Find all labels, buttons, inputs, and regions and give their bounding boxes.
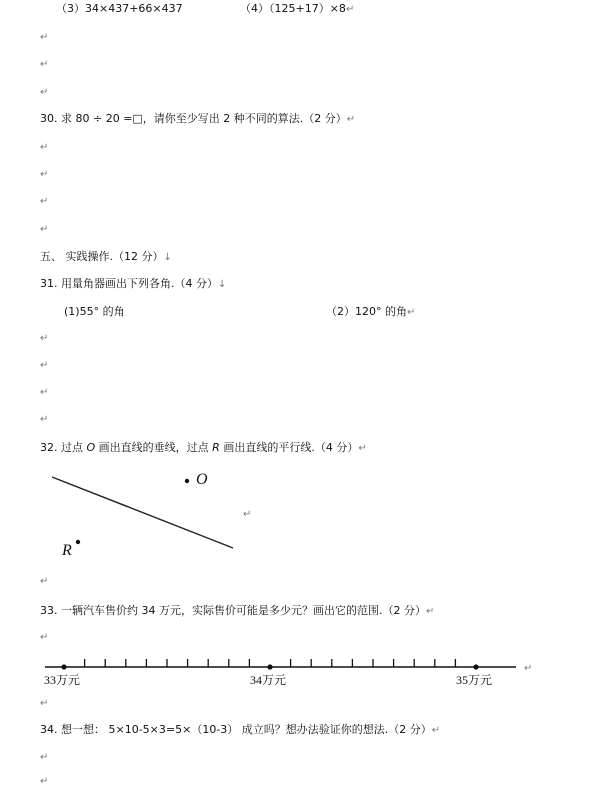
paragraph-mark-icon: ↵ — [358, 443, 367, 454]
paragraph-mark-icon: ↵ — [40, 32, 49, 43]
number-line-major-point — [61, 664, 66, 669]
line-break-icon: ↓ — [218, 279, 227, 290]
number-line-major-point — [267, 664, 272, 669]
question-32-text-b: 画出直线的垂线，过点 — [95, 441, 213, 454]
paragraph-mark-icon: ↵ — [40, 360, 49, 371]
number-line-label-35: 35万元 — [456, 673, 493, 687]
question-34 — [40, 723, 440, 738]
paragraph-mark-icon: ↵ — [40, 414, 49, 425]
point-o-label: O — [196, 471, 208, 488]
question-number: 30. — [40, 112, 58, 125]
paragraph-mark-icon: ↵ — [407, 307, 416, 318]
number-line-major-point — [473, 664, 478, 669]
point-r-label: R — [62, 542, 72, 559]
question-31-text: 用量角器画出下列各角.（4 分） — [61, 277, 218, 290]
problem-29-item-4-text: （4）（125+17）×8 — [240, 2, 346, 15]
question-30-text: 求 80 ÷ 20 =□，请你至少写出 2 种不同的算法.（2 分） — [61, 112, 347, 125]
paragraph-mark-icon: ↵ — [346, 114, 356, 125]
paragraph-mark-icon: ↵ — [243, 509, 252, 520]
paragraph-mark-icon: ↵ — [425, 606, 435, 617]
question-32-text-c: 画出直线的平行线.（4 分） — [219, 441, 359, 454]
question-number: 34. — [40, 723, 58, 736]
paragraph-mark-icon: ↵ — [40, 776, 49, 787]
paragraph-mark-icon: ↵ — [40, 632, 49, 643]
number-line-label-34: 34万元 — [250, 673, 287, 687]
point-o-inline: O — [86, 441, 96, 454]
paragraph-mark-icon: ↵ — [40, 698, 49, 709]
section-5-title: 五、 实践操作.（12 分） — [40, 250, 164, 263]
paragraph-mark-icon: ↵ — [40, 333, 49, 344]
paragraph-mark-icon: ↵ — [40, 224, 49, 235]
point-r-inline: R — [212, 441, 220, 454]
question-31-sub-2-text: （2）120° 的角 — [326, 305, 407, 318]
question-31-sub-1: (1)55° 的角 — [64, 305, 125, 318]
line-break-icon: ↓ — [163, 252, 172, 263]
paragraph-mark-icon: ↵ — [40, 196, 49, 207]
question-33-text: 一辆汽车售价约 34 万元，实际售价可能是多少元？画出它的范围.（2 分） — [61, 604, 426, 617]
number-line-label-33: 33万元 — [44, 673, 81, 687]
paragraph-mark-icon: ↵ — [40, 59, 49, 70]
paragraph-mark-icon: ↵ — [524, 663, 533, 674]
paragraph-mark-icon: ↵ — [345, 4, 355, 15]
paragraph-mark-icon: ↵ — [40, 752, 49, 763]
question-number: 31. — [40, 277, 58, 290]
question-number: 32. — [40, 441, 58, 454]
question-34-text: 想一想： 5×10-5×3=5×（10-3） 成立吗？想办法验证你的想法.（2 分） — [61, 723, 432, 736]
paragraph-mark-icon: ↵ — [40, 387, 49, 398]
problem-29-item-3: （3）34×437+66×437 — [56, 2, 183, 15]
paragraph-mark-icon: ↵ — [40, 87, 49, 98]
paragraph-mark-icon: ↵ — [40, 169, 49, 180]
paragraph-mark-icon: ↵ — [40, 576, 49, 587]
question-32-text-a: 过点 — [61, 441, 87, 454]
paragraph-mark-icon: ↵ — [40, 142, 49, 153]
question-number: 33. — [40, 604, 58, 617]
paragraph-mark-icon: ↵ — [431, 725, 441, 736]
